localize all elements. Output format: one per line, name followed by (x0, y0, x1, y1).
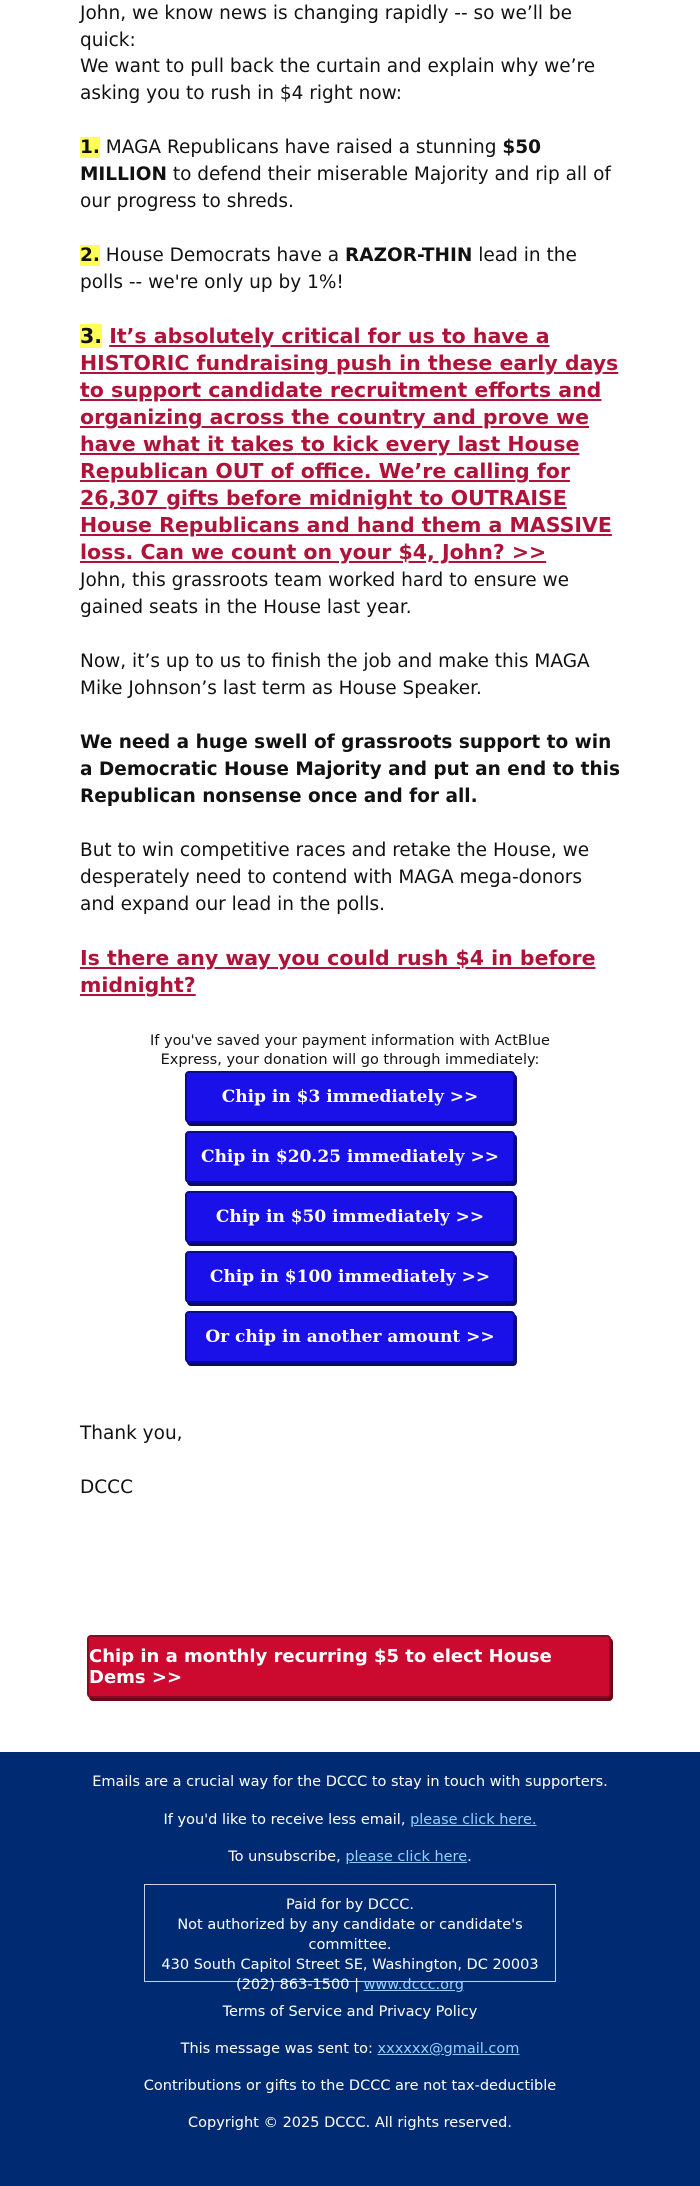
footer-sent-to (0, 2039, 700, 2059)
terms-privacy-link[interactable]: Terms of Service and Privacy Policy (222, 2004, 478, 2020)
unsubscribe-period: . (467, 1849, 472, 1865)
point-1-post: to defend their miserable Majority and rip all of our progress to shreds. (80, 164, 611, 212)
unsubscribe-link[interactable]: please click here (345, 1849, 468, 1865)
chip-100-button[interactable]: Chip in $100 immediately >> (185, 1251, 515, 1303)
grassroots-paragraph: John, this grassroots team worked hard to ensure we gained seats in the House last year. (80, 570, 570, 618)
signature-text: DCCC (80, 1477, 133, 1498)
recipient-email-link[interactable]: xxxxxx@gmail.com (377, 2041, 520, 2057)
email-footer (0, 1752, 700, 2186)
point-3-donate-link[interactable]: It’s absolutely critical for us to have a HISTORIC fundraising push in these early days to support candidate recruitment efforts and organizing across the country and prove we have what it takes to kick every last House Republican OUT of office. We’re calling for 26,307 gifts before midnight to OUTRAISE House Republicans and hand them a MASSIVE loss. Can we count on your $4, John? >> (80, 324, 619, 564)
win-races-paragraph: But to win competitive races and retake the House, we desperately need to contend with MAGA mega-donors and expand our lead in the polls. (80, 840, 590, 915)
sent-to-text: This message was sent to: (180, 2041, 378, 2057)
address-text: 430 South Capitol Street SE, Washington, DC 20003 (161, 1957, 539, 1973)
footer-less-email (0, 1810, 700, 1830)
curtain-paragraph: We want to pull back the curtain and explain why we’re asking you to rush in $4 right now: (80, 56, 596, 104)
copyright-text: Copyright © 2025 DCCC. All rights reserved. (188, 2115, 512, 2131)
footer-emails-text: Emails are a crucial way for the DCCC to stay in touch with supporters. (92, 1774, 608, 1790)
website-link[interactable]: www.dccc.org (363, 1977, 464, 1993)
paid-for-box (144, 1884, 556, 1993)
point-1-bold: $50 MILLION (80, 137, 541, 185)
point-2-bold: RAZOR-THIN (345, 245, 473, 266)
point-3-number: 3. (80, 324, 103, 348)
intro-text: John, we know news is changing rapidly -- so we’ll be quick: (80, 3, 573, 51)
finish-job-paragraph: Now, it’s up to us to finish the job and make this MAGA Mike Johnson’s last term as House Speaker. (80, 651, 590, 699)
rush-donate-link[interactable]: Is there any way you could rush $4 in before midnight? (80, 946, 596, 997)
less-email-text: If you'd like to receive less email, (163, 1812, 411, 1828)
point-2-number: 2. (80, 245, 100, 266)
phone-line (145, 1975, 555, 1995)
footer-unsubscribe (0, 1847, 700, 1867)
tax-deductible-text: Contributions or gifts to the DCCC are not tax-deductible (143, 2078, 557, 2094)
monthly-recurring-button[interactable]: Chip in a monthly recurring $5 to elect House Dems >> (87, 1635, 611, 1698)
phone-text: (202) 863-1500 | (236, 1977, 364, 1993)
point-2-paragraph (80, 242, 620, 296)
chip-other-amount-button[interactable]: Or chip in another amount >> (185, 1311, 515, 1363)
not-authorized-text: Not authorized by any candidate or candidate's committee. (177, 1917, 523, 1953)
point-3-paragraph (80, 323, 620, 566)
thank-you-text: Thank you, (80, 1423, 183, 1444)
paid-for-text: Paid for by DCCC. (286, 1897, 414, 1913)
unsubscribe-text: To unsubscribe, (228, 1849, 346, 1865)
grassroots-swell-paragraph: We need a huge swell of grassroots support to win a Democratic House Majority and put an end to this Republican nonsense once and for all. (80, 732, 620, 807)
point-2-post: lead in the polls -- we're only up by 1%! (80, 245, 577, 293)
chip-3-button[interactable]: Chip in $3 immediately >> (185, 1071, 515, 1123)
chip-20-25-button[interactable]: Chip in $20.25 immediately >> (185, 1131, 515, 1183)
point-1-pre: MAGA Republicans have raised a stunning (99, 137, 503, 158)
less-email-link[interactable]: please click here. (410, 1812, 537, 1828)
point-2-pre: House Democrats have a (99, 245, 345, 266)
actblue-express-note: If you've saved your payment information with ActBlue Express, your donation will go through immediately: (150, 1033, 550, 1068)
chip-50-button[interactable]: Chip in $50 immediately >> (185, 1191, 515, 1243)
point-1-number: 1. (80, 137, 100, 158)
point-1-paragraph (80, 134, 620, 215)
